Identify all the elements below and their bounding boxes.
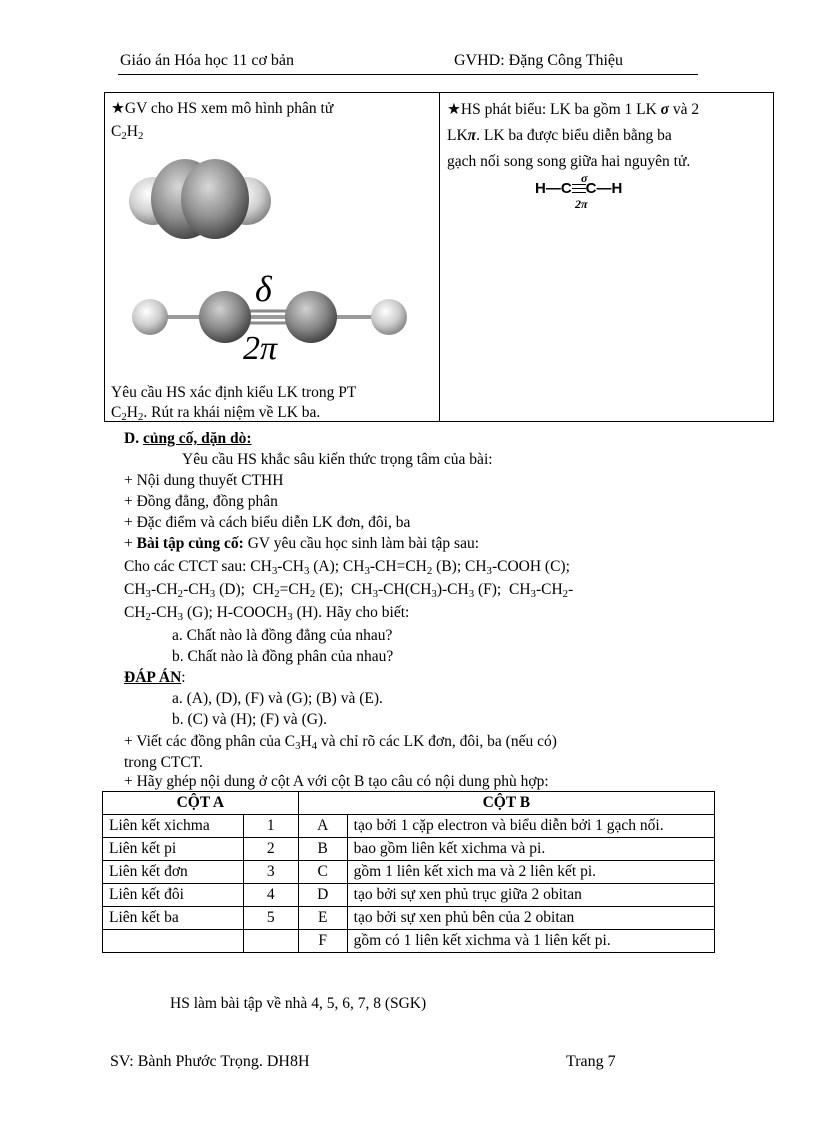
header-left: Giáo án Hóa học 11 cơ bản: [120, 52, 295, 69]
right-cell-text: ★HS phát biểu: LK ba gồm 1 LK σ và 2 LKπ. LK ba được biểu diễn bằng ba gạch nối song song giữa hai nguyên tử.: [447, 101, 700, 170]
sigma-symbol: σ: [660, 101, 670, 118]
table-header-row: [103, 792, 715, 815]
struct-sigma: σ: [581, 171, 588, 185]
answer-heading: ĐÁP ÁN:: [124, 669, 186, 686]
two-pi-label: 2π: [243, 330, 278, 367]
matching-table: [102, 791, 715, 953]
space-filling-model: [125, 155, 275, 243]
section-d-heading: D. củng cố, dặn dò:: [124, 430, 252, 447]
write-isomers-1: + Viết các đồng phân của $C_3H_4$ và chỉ rõ các LK đơn, đôi, ba (nếu có): [124, 733, 557, 752]
write-isomers-2: trong CTCT.: [124, 754, 203, 771]
answer-b: b. (C) và (H); (F) và (G).: [172, 711, 327, 728]
recap-item: + Nội dung thuyết CTHH: [124, 472, 284, 489]
recap-item: + Đặc điểm và cách biểu diễn LK đơn, đôi, ba: [124, 514, 411, 531]
homework: HS làm bài tập về nhà 4, 5, 6, 7, 8 (SGK): [170, 995, 427, 1012]
c2h2-formula: $C_2H_2$: [111, 123, 144, 142]
column-divider: [439, 93, 440, 421]
formula-line-3: $CH_2-CH_3$ (G); $H-COOCH_3$ (H). Hãy cho biết:: [124, 604, 410, 623]
column-b-header: CỘT B: [298, 792, 714, 815]
formula-line-1: Cho các CTCT sau: $CH_3-CH_3$ (A); $CH_3-CH=CH_2$ (B); $CH_3$-COOH (C);: [124, 558, 570, 577]
table-row: Liên kết đơn 3 C gồm 1 liên kết xich ma và 2 liên kết pi.: [103, 861, 715, 884]
struct-2pi: 2π: [575, 197, 588, 211]
table-row: Liên kết pi 2 B bao gồm liên kết xichma và pi.: [103, 838, 715, 861]
star-icon: ★: [111, 100, 125, 117]
pi-symbol: π: [467, 127, 477, 144]
question-a: a. Chất nào là đồng đẳng của nhau?: [172, 627, 393, 644]
table-row: F gồm có 1 liên kết xichma và 1 liên kết pi.: [103, 930, 715, 953]
table-row: Liên kết đôi 4 D tạo bởi sự xen phủ trục giữa 2 obitan: [103, 884, 715, 907]
question-b: b. Chất nào là đồng phân của nhau?: [172, 648, 394, 665]
page-number: Trang 7: [566, 1053, 616, 1070]
triple-bond-structure: H—C C—H: [535, 180, 623, 197]
left-cell-intro: ★GV cho HS xem mô hình phân tử: [111, 100, 334, 117]
formula-line-2: $CH_3-CH_2-CH_3$ (D); $CH_2=CH_2$ (E); $CH_3-CH(CH_3)-CH_3$ (F); $CH_3-CH_2-$: [124, 581, 574, 600]
table-row: Liên kết xichma 1 A tạo bởi 1 cặp electron và biểu diễn bởi 1 gạch nối.: [103, 815, 715, 838]
lesson-table: [104, 92, 774, 422]
answer-a: a. (A), (D), (F) và (G); (B) và (E).: [172, 690, 383, 707]
star-icon: ★: [447, 101, 461, 118]
left-cell-question: Yêu cầu HS xác định kiểu LK trong PT $C_2H_2$. Rút ra khái niệm về LK ba.: [111, 384, 357, 423]
header-right: GVHD: Đặng Công Thiệu: [454, 52, 624, 69]
header-rule: [118, 74, 698, 75]
recap-item: + Đồng đẳng, đồng phân: [124, 493, 278, 510]
section-d-intro: Yêu cầu HS khắc sâu kiến thức trọng tâm của bài:: [182, 451, 493, 468]
footer-left: SV: Bành Phước Trọng. DH8H: [110, 1053, 310, 1070]
delta-label: δ: [255, 269, 272, 309]
column-a-header: CỘT A: [103, 792, 299, 815]
match-intro: + Hãy ghép nội dung ở cột A với cột B tạo câu có nội dung phù hợp:: [124, 773, 549, 790]
exercise-intro: + Bài tập củng cố: GV yêu cầu học sinh làm bài tập sau:: [124, 535, 480, 552]
table-row: Liên kết ba 5 E tạo bởi sự xen phủ bên của 2 obitan: [103, 907, 715, 930]
